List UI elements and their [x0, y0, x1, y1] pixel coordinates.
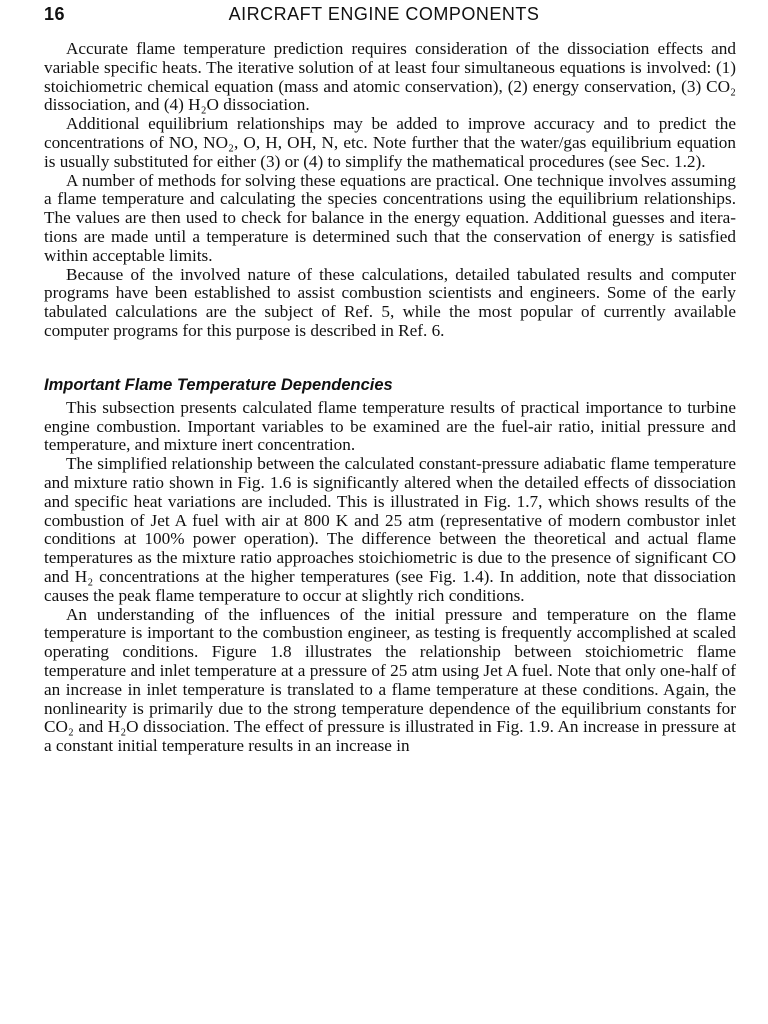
paragraph-pressure-temperature: An understanding of the influences of the initial pressure and temperature on the flame temperature is important to the combustion engineer, as testing is frequently accomplished at scaled operating conditions. Figure 1.8 illustrates the relationship between stoichiometric flame temperature and inlet temperature at a pressure of 25 atm using Jet A fuel. Note that only one-half of an increase in inlet temperature is translated to a flame temperature at these conditions. Again, the nonlinearity is primarily due to the strong temperature dependence of the equilibrium constants for CO₂ and H₂O dissociation. The effect of pressure is illustrated in Fig. 1.9. An increase in pressure at a constant initial temperature results in an increase in	[44, 604, 736, 756]
section-spacer	[44, 341, 736, 375]
running-header	[44, 4, 724, 30]
running-title: AIRCRAFT ENGINE COMPONENTS	[228, 4, 540, 24]
page-number: 16	[44, 4, 66, 24]
section-heading: Important Flame Temperature Dependencies	[44, 375, 393, 394]
paragraph-subsection-intro: This subsection presents calculated flame temperature results of practical importance to turbine engine combustion. Important variables to be examined are the fuel-air ratio, initial pressure and temperature, and mixture inert concentration.	[44, 397, 736, 455]
paragraph-flame-prediction: Accurate flame temperature prediction requires consideration of the dissociation effects and variable specific heats. The iterative solution of at least four simultaneous equations is involved: (1) stoichiometric chemical equation (mass and atomic conservation), (2) energy conservation, (3) CO₂ dissociation, and (4) H₂O dissociation.	[44, 39, 736, 115]
page-body	[44, 40, 736, 756]
paragraph-computer-programs: Because of the involved nature of these calculations, detailed tabulated results and computer programs have been established to assist combustion scientists and engineers. Some of the early tabulated calculations are the subject of Ref. 5, while the most popular of currently available computer programs for this purpose is described in Ref. 6.	[44, 264, 736, 340]
paragraph-mixture-ratio: The simplified relationship between the calculated constant-pressure adiabatic flame temperature and mixture ratio shown in Fig. 1.6 is significantly altered when the detailed effects of dissociation and specific heat variations are included. This is illustrated in Fig. 1.7, which shows results of the combustion of Jet A fuel with air at 800 K and 25 atm (representative of modern combustor inlet conditions at 100% power operation). The difference between the theoretical and actual flame temperatures as the mixture ratio approaches stoichiometric is due to the presence of significant CO and H₂ concentrations at the higher temperatures (see Fig. 1.4). In addition, note that dissociation causes the peak flame temperature to occur at slightly rich conditions.	[44, 454, 736, 605]
paragraph-equilibrium: Additional equilibrium relationships may be added to improve accuracy and to predict the concentrations of NO, NO₂, O, H, OH, N, etc. Note further that the water/gas equilibrium equation is usually substituted for either (3) or (4) to simplify the mathematical procedures (see Sec. 1.2).	[44, 114, 736, 171]
paragraph-methods: A number of methods for solving these equations are practical. One technique involves assuming a flame temperature and calculating the species concentrations using the equilibrium relationships. The values are then used to check for balance in the energy equation. Additional guesses and iterations are made until a temperature is determined such that the conservation of energy is satisfied within acceptable limits.	[44, 170, 736, 265]
